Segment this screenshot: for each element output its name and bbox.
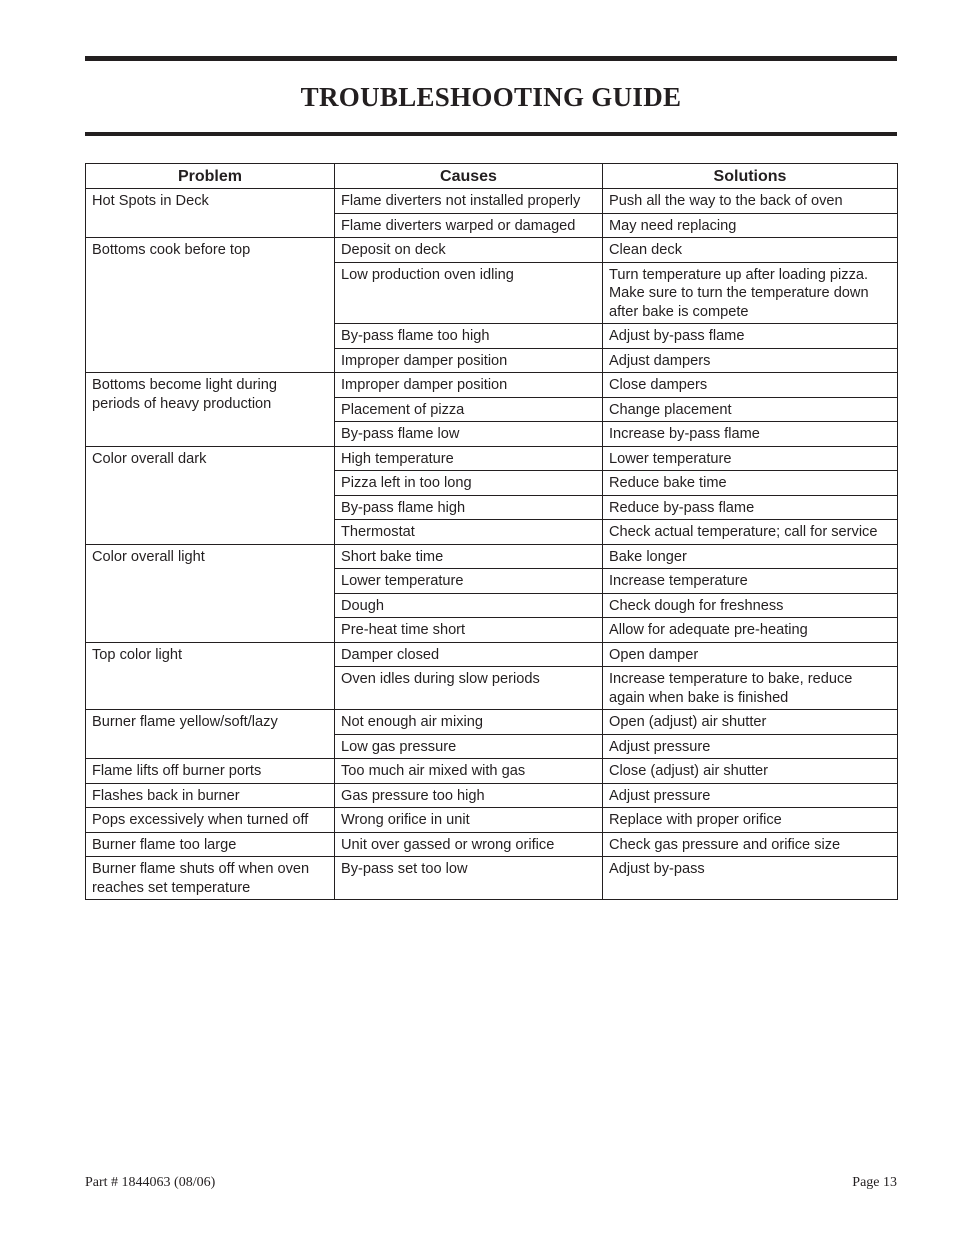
solution-cell: Check gas pressure and orifice size: [603, 832, 898, 857]
solution-cell: Adjust pressure: [603, 734, 898, 759]
solution-cell: Check dough for freshness: [603, 593, 898, 618]
cause-cell: By-pass set too low: [335, 857, 603, 900]
table-row: [86, 808, 898, 833]
table-row: [86, 238, 898, 263]
table-row: [86, 759, 898, 784]
solution-cell: Allow for adequate pre-heating: [603, 618, 898, 643]
solution-cell: Open damper: [603, 642, 898, 667]
problem-cell: Color overall dark: [86, 446, 335, 544]
solution-cell: Clean deck: [603, 238, 898, 263]
cause-cell: Lower temperature: [335, 569, 603, 594]
cause-cell: High temperature: [335, 446, 603, 471]
solution-cell: Turn temperature up after loading pizza. Make sure to turn the temperature down after bake is compete: [603, 262, 898, 324]
solution-cell: Reduce by-pass flame: [603, 495, 898, 520]
cause-cell: Unit over gassed or wrong orifice: [335, 832, 603, 857]
cause-cell: Wrong orifice in unit: [335, 808, 603, 833]
solution-cell: Adjust by-pass: [603, 857, 898, 900]
problem-cell: Flashes back in burner: [86, 783, 335, 808]
problem-cell: Bottoms become light during periods of heavy production: [86, 373, 335, 447]
problem-cell: Pops excessively when turned off: [86, 808, 335, 833]
cause-cell: Pizza left in too long: [335, 471, 603, 496]
cause-cell: Too much air mixed with gas: [335, 759, 603, 784]
problem-cell: Burner flame shuts off when oven reaches set temperature: [86, 857, 335, 900]
solution-cell: Change placement: [603, 397, 898, 422]
cause-cell: Oven idles during slow periods: [335, 667, 603, 710]
solution-cell: Increase temperature to bake, reduce again when bake is finished: [603, 667, 898, 710]
page-title: TROUBLESHOOTING GUIDE: [300, 82, 682, 112]
cause-cell: Deposit on deck: [335, 238, 603, 263]
title-underline-rule: [85, 132, 897, 136]
footer-page-number: Page 13: [852, 1175, 897, 1190]
solution-cell: Increase temperature: [603, 569, 898, 594]
solution-cell: Close (adjust) air shutter: [603, 759, 898, 784]
table-header-row: [86, 164, 898, 189]
problem-cell: Bottoms cook before top: [86, 238, 335, 373]
cause-cell: By-pass flame low: [335, 422, 603, 447]
header-solutions: Solutions: [603, 164, 898, 189]
solution-cell: Open (adjust) air shutter: [603, 710, 898, 735]
cause-cell: Damper closed: [335, 642, 603, 667]
footer-part-number: Part # 1844063 (08/06): [85, 1175, 216, 1190]
cause-cell: Thermostat: [335, 520, 603, 545]
solution-cell: Push all the way to the back of oven: [603, 189, 898, 214]
problem-cell: Flame lifts off burner ports: [86, 759, 335, 784]
table-row: [86, 642, 898, 667]
problem-cell: Burner flame yellow/soft/lazy: [86, 710, 335, 759]
solution-cell: Lower temperature: [603, 446, 898, 471]
cause-cell: Low gas pressure: [335, 734, 603, 759]
solution-cell: Check actual temperature; call for service: [603, 520, 898, 545]
header-problem: Problem: [86, 164, 335, 189]
cause-cell: Gas pressure too high: [335, 783, 603, 808]
solution-cell: Close dampers: [603, 373, 898, 398]
cause-cell: By-pass flame too high: [335, 324, 603, 349]
cause-cell: Placement of pizza: [335, 397, 603, 422]
cause-cell: Pre-heat time short: [335, 618, 603, 643]
table-row: [86, 446, 898, 471]
cause-cell: Short bake time: [335, 544, 603, 569]
table-row: [86, 857, 898, 900]
solution-cell: Replace with proper orifice: [603, 808, 898, 833]
table-row: [86, 832, 898, 857]
table-row: [86, 710, 898, 735]
solution-cell: Adjust pressure: [603, 783, 898, 808]
table-body: [86, 189, 898, 900]
solution-cell: Reduce bake time: [603, 471, 898, 496]
problem-cell: Hot Spots in Deck: [86, 189, 335, 238]
problem-cell: Burner flame too large: [86, 832, 335, 857]
problem-cell: Color overall light: [86, 544, 335, 642]
table-row: [86, 783, 898, 808]
cause-cell: Improper damper position: [335, 373, 603, 398]
solution-cell: May need replacing: [603, 213, 898, 238]
table-row: [86, 189, 898, 214]
cause-cell: Flame diverters warped or damaged: [335, 213, 603, 238]
solution-cell: Adjust dampers: [603, 348, 898, 373]
solution-cell: Increase by-pass flame: [603, 422, 898, 447]
cause-cell: Not enough air mixing: [335, 710, 603, 735]
table-row: [86, 544, 898, 569]
header-causes: Causes: [335, 164, 603, 189]
cause-cell: Low production oven idling: [335, 262, 603, 324]
cause-cell: Flame diverters not installed properly: [335, 189, 603, 214]
top-rule: [85, 56, 897, 61]
solution-cell: Adjust by-pass flame: [603, 324, 898, 349]
table-row: [86, 373, 898, 398]
cause-cell: By-pass flame high: [335, 495, 603, 520]
cause-cell: Dough: [335, 593, 603, 618]
troubleshooting-table: [85, 163, 898, 900]
problem-cell: Top color light: [86, 642, 335, 710]
solution-cell: Bake longer: [603, 544, 898, 569]
cause-cell: Improper damper position: [335, 348, 603, 373]
